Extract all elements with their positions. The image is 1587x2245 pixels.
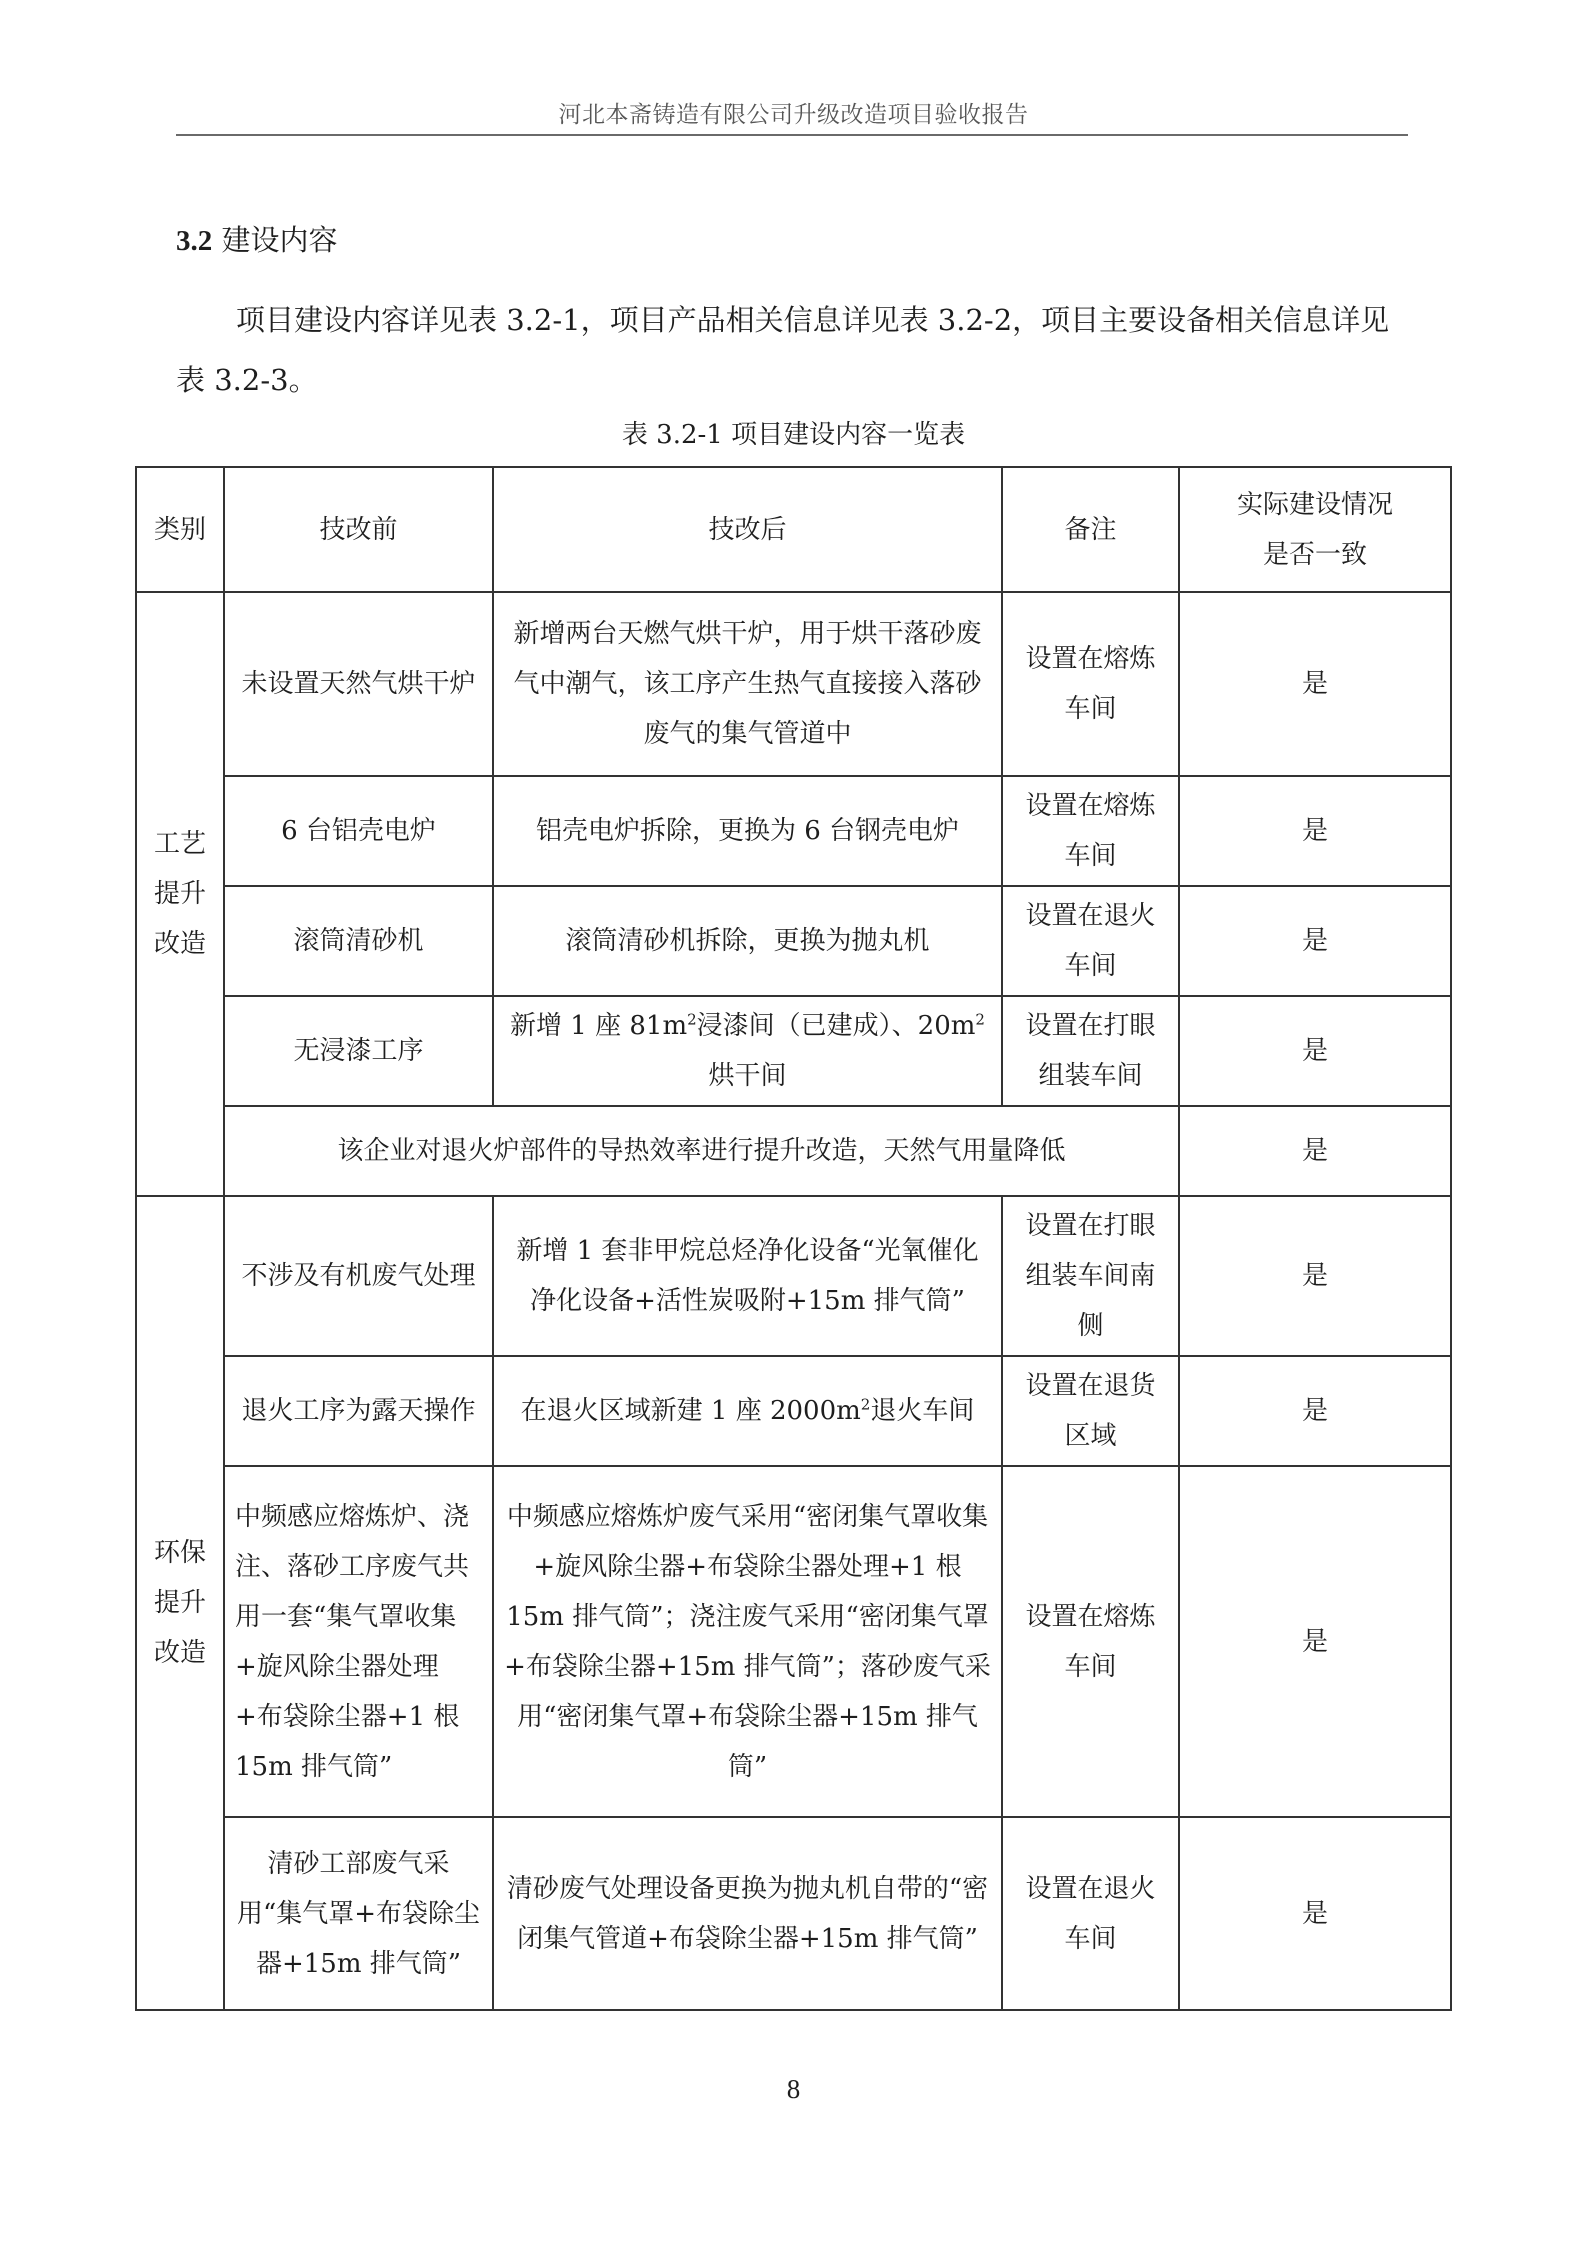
table-row <box>136 886 1451 996</box>
header-divider <box>176 134 1408 136</box>
construction-content-table <box>135 466 1452 2011</box>
note-cell: 设置在打眼组装车间南侧 <box>1002 1196 1179 1356</box>
note-cell: 设置在退火车间 <box>1002 886 1179 996</box>
note-cell: 设置在退火车间 <box>1002 1817 1179 2010</box>
note-cell: 设置在熔炼车间 <box>1002 592 1179 776</box>
header-after: 技改后 <box>493 467 1002 592</box>
consistent-cell: 是 <box>1179 1196 1451 1356</box>
body-paragraph: 项目建设内容详见表 3.2-1，项目产品相关信息详见表 3.2-2，项目主要设备相关信息详见表 3.2-3。 <box>176 303 1390 397</box>
after-text-suffix: 烘干间 <box>708 1061 787 1091</box>
section-number: 3.2 <box>176 225 213 257</box>
page-number: 8 <box>786 2074 801 2104</box>
consistent-cell: 是 <box>1179 1817 1451 2010</box>
table-row <box>136 1196 1451 1356</box>
before-cell: 滚筒清砂机 <box>224 886 493 996</box>
after-cell <box>493 996 1002 1106</box>
after-cell <box>493 1356 1002 1466</box>
section-title: 建设内容 <box>221 223 338 257</box>
header-consistent <box>1179 467 1451 592</box>
superscript: 2 <box>975 1010 985 1029</box>
table-caption: 表 3.2-1 项目建设内容一览表 <box>621 420 966 450</box>
table-row <box>136 776 1451 886</box>
before-cell: 未设置天然气烘干炉 <box>224 592 493 776</box>
before-cell: 中频感应熔炼炉、浇注、落砂工序废气共用一套“集气罩收集+旋风除尘器处理+布袋除尘器+1 根 15m 排气筒” <box>224 1466 493 1817</box>
after-cell: 新增两台天燃气烘干炉，用于烘干落砂废气中潮气，该工序产生热气直接接入落砂废气的集气管道中 <box>493 592 1002 776</box>
after-text-prefix: 新增 1 座 81m <box>510 1011 688 1041</box>
header-before: 技改前 <box>224 467 493 592</box>
after-cell: 新增 1 套非甲烷总烃净化设备“光氧催化净化设备+活性炭吸附+15m 排气筒” <box>493 1196 1002 1356</box>
table-row <box>136 1356 1451 1466</box>
before-cell: 不涉及有机废气处理 <box>224 1196 493 1356</box>
consistent-cell: 是 <box>1179 996 1451 1106</box>
after-cell: 滚筒清砂机拆除，更换为抛丸机 <box>493 886 1002 996</box>
after-text-suffix: 退火车间 <box>870 1396 975 1426</box>
after-cell: 清砂废气处理设备更换为抛丸机自带的“密闭集气管道+布袋除尘器+15m 排气筒” <box>493 1817 1002 2010</box>
category-cell: 环保提升改造 <box>136 1196 224 2010</box>
note-cell: 设置在熔炼车间 <box>1002 776 1179 886</box>
header-category: 类别 <box>136 467 224 592</box>
consistent-cell: 是 <box>1179 776 1451 886</box>
running-header-title: 河北本斋铸造有限公司升级改造项目验收报告 <box>558 102 1029 128</box>
table-row <box>136 592 1451 776</box>
category-cell: 工艺提升改造 <box>136 592 224 1196</box>
before-cell: 清砂工部废气采用“集气罩+布袋除尘器+15m 排气筒” <box>224 1817 493 2010</box>
consistent-cell: 是 <box>1179 592 1451 776</box>
superscript: 2 <box>687 1010 697 1029</box>
note-cell: 设置在退货区域 <box>1002 1356 1179 1466</box>
table-header-row <box>136 467 1451 592</box>
note-cell: 设置在打眼组装车间 <box>1002 996 1179 1106</box>
after-text-prefix: 在退火区域新建 1 座 2000m <box>520 1396 861 1426</box>
before-cell: 6 台铝壳电炉 <box>224 776 493 886</box>
consistent-cell: 是 <box>1179 1106 1451 1196</box>
before-cell: 无浸漆工序 <box>224 996 493 1106</box>
section-heading <box>176 218 337 259</box>
header-consistent-line2: 是否一致 <box>1262 539 1367 570</box>
table-row <box>136 996 1451 1106</box>
table-row <box>136 1817 1451 2010</box>
note-cell: 设置在熔炼车间 <box>1002 1466 1179 1817</box>
after-cell: 中频感应熔炼炉废气采用“密闭集气罩收集+旋风除尘器+布袋除尘器处理+1 根 15m 排气筒”；浇注废气采用“密闭集气罩+布袋除尘器+15m 排气筒”；落砂废气采用“密闭集气罩+布袋除尘器+15m 排气筒” <box>493 1466 1002 1817</box>
consistent-cell: 是 <box>1179 886 1451 996</box>
table-row <box>136 1466 1451 1817</box>
after-text-mid: 浸漆间（已建成）、20m <box>696 1011 976 1041</box>
header-note: 备注 <box>1002 467 1179 592</box>
consistent-cell: 是 <box>1179 1356 1451 1466</box>
consistent-cell: 是 <box>1179 1466 1451 1817</box>
after-cell: 铝壳电炉拆除，更换为 6 台钢壳电炉 <box>493 776 1002 886</box>
merged-description-cell: 该企业对退火炉部件的导热效率进行提升改造，天然气用量降低 <box>224 1106 1179 1196</box>
before-cell: 退火工序为露天操作 <box>224 1356 493 1466</box>
superscript: 2 <box>860 1395 871 1414</box>
table-row-merged <box>136 1106 1451 1196</box>
header-consistent-line1: 实际建设情况 <box>1236 489 1393 520</box>
